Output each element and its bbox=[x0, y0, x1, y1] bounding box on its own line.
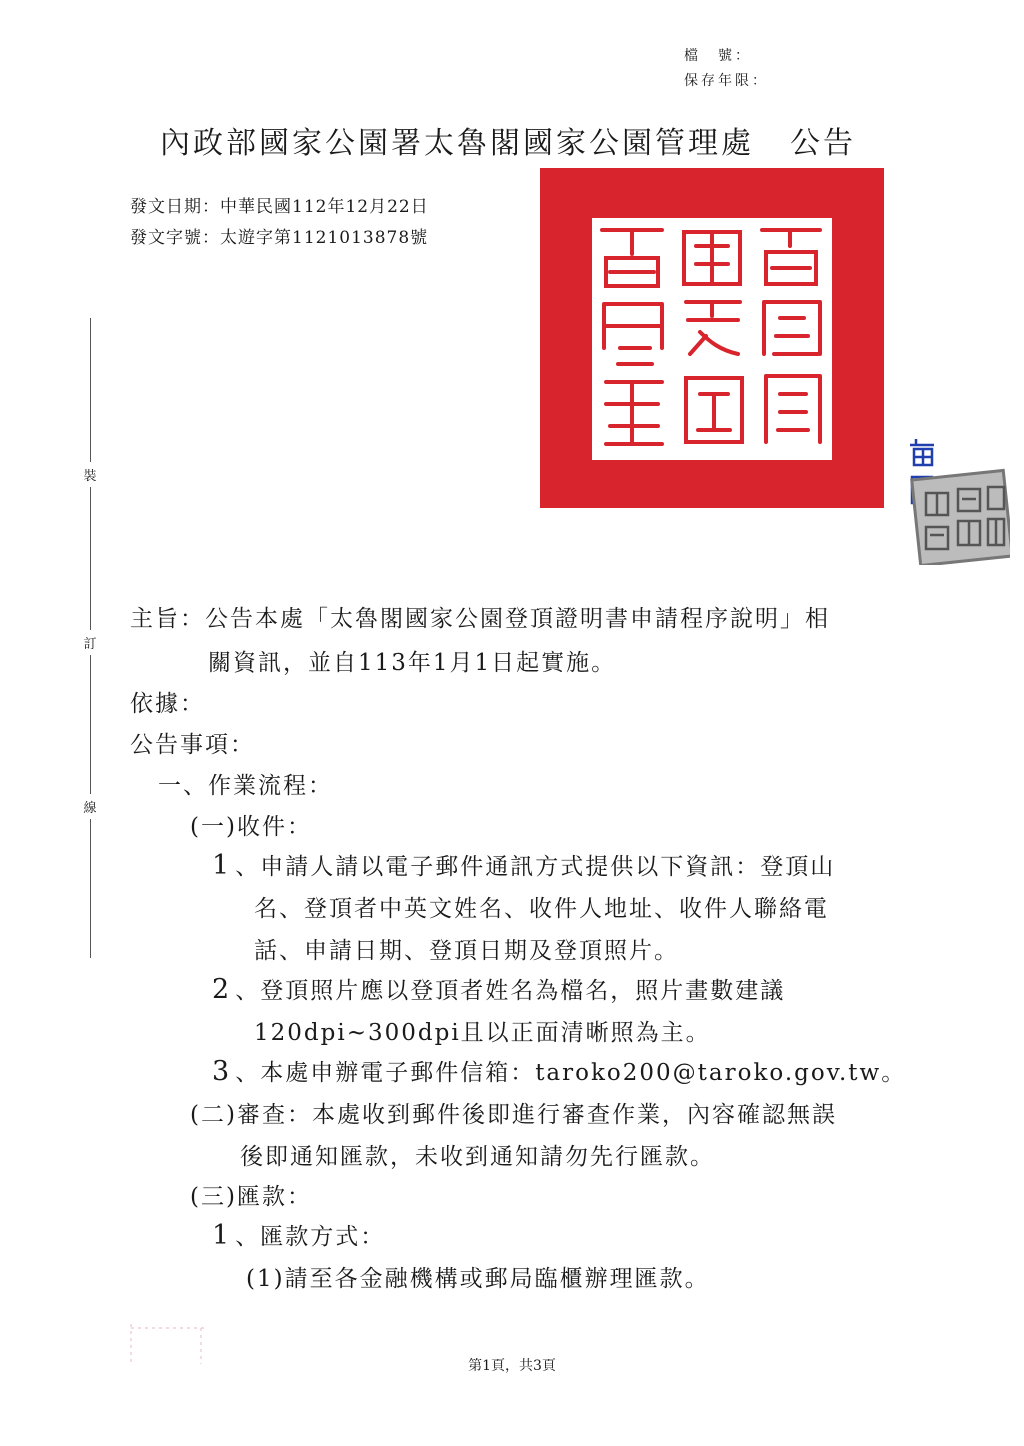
basis-heading: 依據： bbox=[130, 691, 205, 717]
binding-mark-zhuang: 裝 bbox=[80, 462, 100, 487]
items-heading: 公告事項： bbox=[130, 732, 255, 758]
item-1-line-2: 名、登頂者中英文姓名、收件人地址、收件人聯絡電 bbox=[254, 896, 829, 922]
document-title bbox=[160, 118, 856, 162]
page-footer: 第1頁，共3頁 bbox=[468, 1358, 556, 1374]
retention-period-label: 保存年限： bbox=[684, 73, 769, 89]
item-3-line bbox=[212, 1054, 906, 1087]
part-3-title: (三)匯款： bbox=[190, 1184, 312, 1210]
document-number: 發文字號：太遊字第1121013878號 bbox=[130, 228, 429, 248]
issue-date: 發文日期：中華民國112年12月22日 bbox=[130, 197, 429, 217]
remit-item-1-number: 1 bbox=[212, 1220, 232, 1251]
file-number-label: 檔 號： bbox=[684, 48, 752, 64]
remit-method-1: (1)請至各金融機構或郵局臨櫃辦理匯款。 bbox=[246, 1266, 710, 1292]
subject-line-2: 關資訊，並自113年1月1日起實施。 bbox=[208, 650, 617, 676]
binding-mark-ding: 訂 bbox=[80, 630, 100, 655]
section-1-title: 一、作業流程： bbox=[158, 773, 333, 799]
item-2-line-1 bbox=[212, 972, 785, 1005]
part-2-line-1: (二)審查：本處收到郵件後即進行審查作業，內容確認無誤 bbox=[190, 1102, 837, 1128]
item-1-text: 、申請人請以電子郵件通訊方式提供以下資訊：登頂山 bbox=[235, 854, 836, 880]
item-1-line-3: 話、申請日期、登頂日期及登頂照片。 bbox=[254, 938, 679, 964]
document-meta bbox=[130, 192, 429, 254]
remit-item-1-text: 、匯款方式： bbox=[235, 1224, 386, 1250]
retention-stamp-image bbox=[910, 435, 1010, 565]
item-2-text: 、登頂照片應以登頂者姓名為檔名，照片畫數建議 bbox=[235, 978, 786, 1004]
issuing-agency: 內政部國家公園署太魯閣國家公園管理處 bbox=[160, 126, 754, 161]
item-2-line-2: 120dpi~300dpi且以正面清晰照為主。 bbox=[254, 1020, 711, 1046]
part-2-line-2: 後即通知匯款，未收到通知請勿先行匯款。 bbox=[240, 1144, 715, 1170]
file-info bbox=[684, 44, 769, 94]
binding-mark-xian: 線 bbox=[80, 794, 100, 819]
item-1-line-1 bbox=[212, 848, 835, 881]
part-1-title: (一)收件： bbox=[190, 814, 312, 840]
official-seal-image bbox=[540, 168, 884, 508]
remit-item-1 bbox=[212, 1218, 385, 1251]
document-type: 公告 bbox=[790, 126, 856, 161]
item-1-number: 1 bbox=[212, 850, 232, 881]
item-3-number: 3 bbox=[212, 1056, 232, 1087]
subject-line-1: 主旨：公告本處「太魯閣國家公園登頂證明書申請程序說明」相 bbox=[130, 606, 830, 632]
item-2-number: 2 bbox=[212, 974, 232, 1005]
item-3-text: 、本處申辦電子郵件信箱：taroko200@taroko.gov.tw。 bbox=[235, 1060, 907, 1086]
